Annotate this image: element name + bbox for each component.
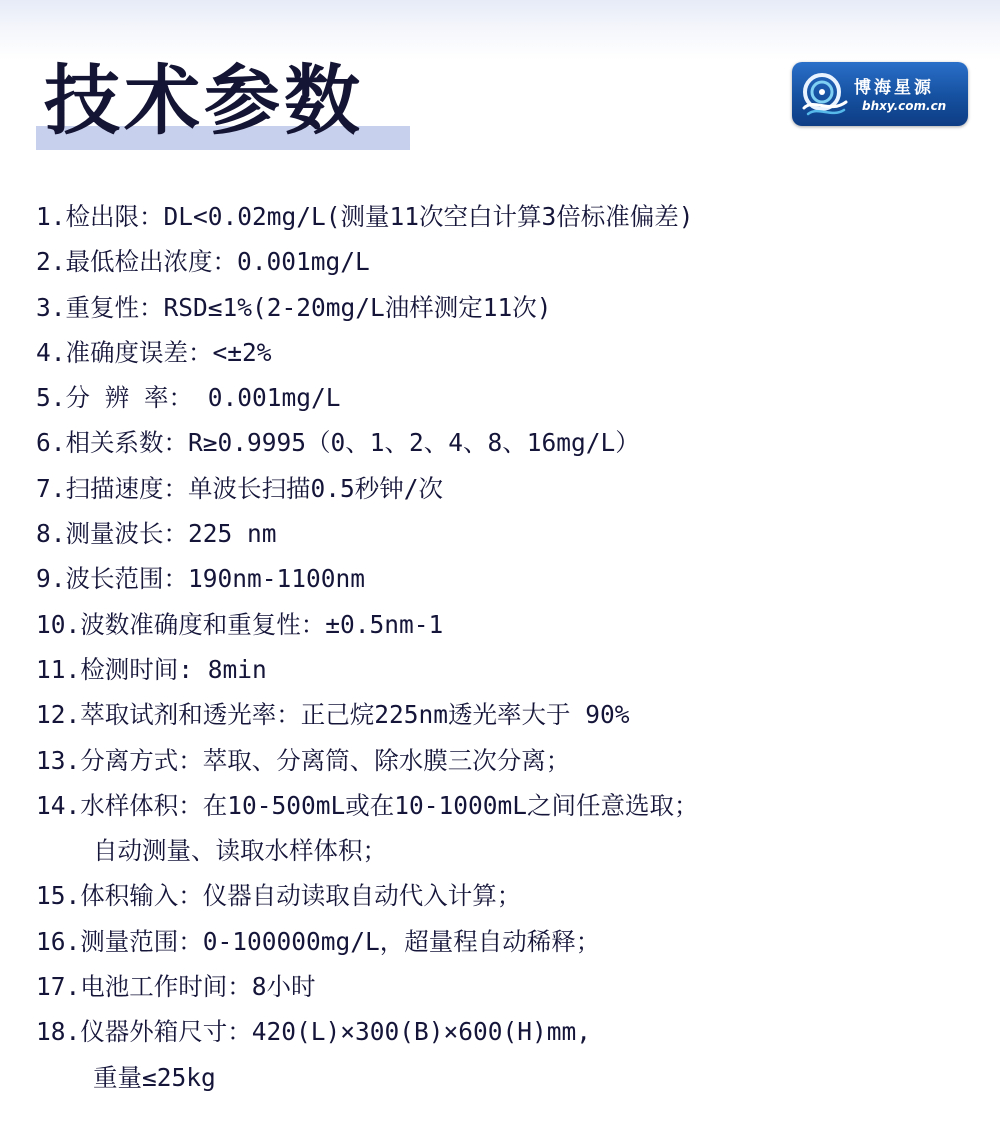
brand-logo: [792, 62, 968, 126]
param-measurement-range: 16.测量范围：0-100000mg/L，超量程自动稀释；: [36, 926, 601, 956]
param-detection-time: 11.检测时间: 8min: [36, 654, 267, 684]
param-correlation: 6.相关系数：R≥0.9995（0、1、2、4、8、16mg/L）: [36, 428, 640, 458]
param-wavelength: 8.测量波长：225 nm: [36, 519, 277, 549]
param-volume-input: 15.体积输入：仪器自动读取自动代入计算；: [36, 881, 522, 911]
param-accuracy-error: 4.准确度误差：<±2%: [36, 337, 272, 367]
param-resolution: 5.分 辨 率： 0.001mg/L: [36, 383, 341, 413]
param-detection-limit: 1.检出限：DL<0.02mg/L(测量11次空白计算3倍标准偏差): [36, 202, 694, 231]
param-repeatability: 3.重复性：RSD≤1%(2-20mg/L油样测定11次): [36, 292, 552, 322]
param-extraction-reagent: 12.萃取试剂和透光率：正己烷225nm透光率大于 90%: [36, 700, 630, 730]
param-case-size: 18.仪器外箱尺寸：420(L)×300(B)×600(H)mm,: [36, 1017, 592, 1047]
param-wavelength-range: 9.波长范围：190nm-1100nm: [36, 564, 366, 594]
param-battery-time: 17.电池工作时间：8小时: [36, 972, 316, 1002]
param-case-weight: 重量≤25kg: [93, 1062, 216, 1092]
param-wavenumber-accuracy: 10.波数准确度和重复性：±0.5nm-1: [36, 609, 444, 639]
title-block: [36, 56, 416, 152]
param-sample-volume-cont: 自动测量、读取水样体积；: [93, 836, 387, 866]
param-separation-method: 13.分离方式：萃取、分离筒、除水膜三次分离；: [36, 745, 571, 775]
param-min-concentration: 2.最低检出浓度：0.001mg/L: [36, 247, 370, 277]
brand-url: bhxy.com.cn: [862, 99, 947, 113]
page-title: 技术参数: [44, 56, 364, 145]
brand-name: 博海星源: [854, 78, 934, 98]
param-scan-speed: 7.扫描速度：单波长扫描0.5秒钟/次: [36, 473, 444, 503]
parameter-list: [36, 196, 986, 1102]
param-sample-volume: 14.水样体积：在10-500mL或在10-1000mL之间任意选取；: [36, 790, 699, 820]
swirl-logo-icon: [798, 68, 850, 120]
